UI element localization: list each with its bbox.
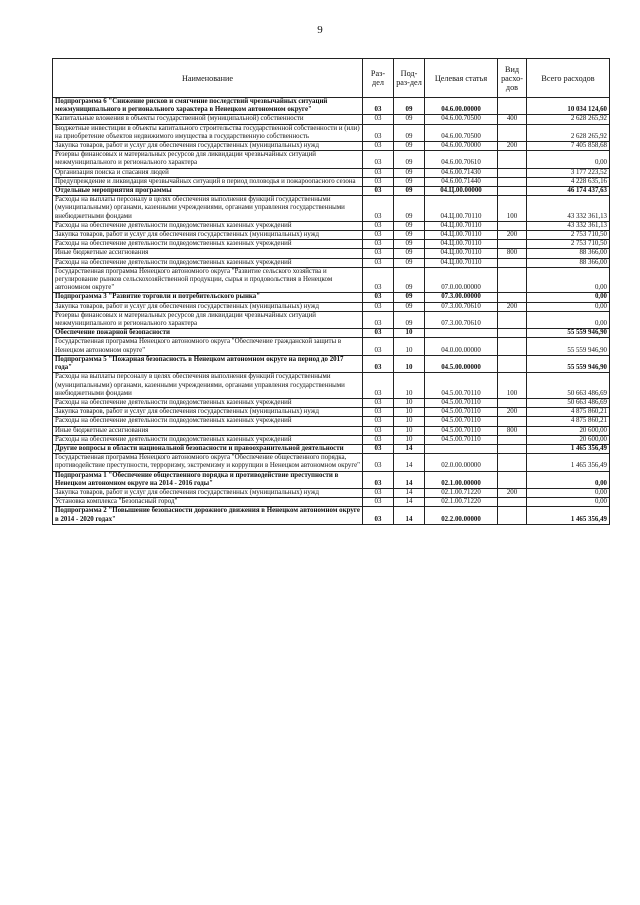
row-name-cell: Подпрограмма 3 "Развитие торговли и потребительского рынка"	[53, 293, 363, 302]
row-section-cell: 03	[363, 311, 394, 328]
row-total-cell: 3 177 223,52	[527, 168, 610, 177]
row-target-cell: 02.2.00.00000	[425, 507, 498, 524]
row-name-cell: Иные бюджетные ассигнования	[53, 426, 363, 435]
row-name-cell: Отдельные мероприятия программы	[53, 187, 363, 196]
row-subsection-cell: 09	[394, 151, 425, 168]
row-section-cell: 03	[363, 426, 394, 435]
row-subsection-cell: 10	[394, 355, 425, 372]
row-type-cell	[498, 435, 527, 444]
row-type-cell	[498, 267, 527, 293]
row-name-cell: Государственная программа Ненецкого автономного округа "Развитие сельского хозяйства и регулирование рынков сельскохозяйственной продукции, сырья и продовольствия в Ненецком автономном округе"	[53, 267, 363, 293]
row-target-cell: 04.Ц.00.00000	[425, 187, 498, 196]
row-section-cell: 03	[363, 267, 394, 293]
row-name-cell: Подпрограмма 6 "Снижение рисков и смягчение последствий чрезвычайных ситуаций межмуниципального и регионального характера в Ненецком автономном округе"	[53, 98, 363, 115]
header-target: Целевая статья	[425, 59, 498, 98]
row-target-cell: 07.3.00.70610	[425, 311, 498, 328]
table-row	[53, 329, 610, 338]
row-target-cell: 04.Ц.00.70110	[425, 240, 498, 249]
table-row	[53, 471, 610, 488]
row-subsection-cell: 14	[394, 498, 425, 507]
row-subsection-cell: 14	[394, 471, 425, 488]
header-name: Наименование	[53, 59, 363, 98]
row-name-cell: Расходы на обеспечение деятельности подведомственных казенных учреждений	[53, 435, 363, 444]
row-total-cell: 0,00	[527, 471, 610, 488]
row-total-cell: 0,00	[527, 267, 610, 293]
table-row	[53, 373, 610, 399]
row-target-cell: 04.6.00.70610	[425, 151, 498, 168]
row-total-cell: 0,00	[527, 302, 610, 311]
row-type-cell: 800	[498, 426, 527, 435]
row-section-cell: 03	[363, 488, 394, 497]
table-row	[53, 231, 610, 240]
row-total-cell: 1 465 356,49	[527, 444, 610, 453]
row-type-cell	[498, 177, 527, 186]
row-section-cell: 03	[363, 471, 394, 488]
row-total-cell: 46 174 437,63	[527, 187, 610, 196]
row-total-cell: 7 405 858,68	[527, 142, 610, 151]
table-row	[53, 311, 610, 328]
row-section-cell: 03	[363, 355, 394, 372]
table-row	[53, 142, 610, 151]
row-total-cell: 50 663 486,69	[527, 398, 610, 407]
table-row	[53, 338, 610, 355]
row-section-cell: 03	[363, 373, 394, 399]
row-total-cell: 0,00	[527, 498, 610, 507]
row-target-cell: 04.5.00.70110	[425, 408, 498, 417]
header-total: Всего расходов	[527, 59, 610, 98]
row-subsection-cell: 10	[394, 373, 425, 399]
row-total-cell: 0,00	[527, 311, 610, 328]
row-type-cell	[498, 507, 527, 524]
row-subsection-cell: 09	[394, 124, 425, 141]
table-row	[53, 293, 610, 302]
row-subsection-cell: 09	[394, 142, 425, 151]
table-row	[53, 98, 610, 115]
row-total-cell: 43 332 361,13	[527, 221, 610, 230]
row-section-cell: 03	[363, 231, 394, 240]
page-number: 9	[317, 24, 323, 36]
row-section-cell: 03	[363, 115, 394, 124]
row-type-cell	[498, 355, 527, 372]
table-row	[53, 444, 610, 453]
table-row	[53, 302, 610, 311]
row-type-cell	[498, 124, 527, 141]
row-type-cell	[498, 417, 527, 426]
row-name-cell: Закупка товаров, работ и услуг для обеспечения государственных (муниципальных) нужд	[53, 231, 363, 240]
table-row	[53, 355, 610, 372]
row-name-cell: Установка комплекса "Безопасный город"	[53, 498, 363, 507]
row-type-cell: 100	[498, 196, 527, 222]
row-target-cell: 04.5.00.70110	[425, 373, 498, 399]
expenditure-table	[52, 58, 610, 525]
row-subsection-cell: 14	[394, 488, 425, 497]
row-name-cell: Капитальные вложения в объекты государственной (муниципальной) собственности	[53, 115, 363, 124]
row-name-cell: Расходы на обеспечение деятельности подведомственных казенных учреждений	[53, 398, 363, 407]
row-total-cell: 55 559 946,90	[527, 329, 610, 338]
table-row	[53, 435, 610, 444]
table-row	[53, 417, 610, 426]
row-subsection-cell: 09	[394, 187, 425, 196]
row-subsection-cell: 10	[394, 417, 425, 426]
row-type-cell: 200	[498, 488, 527, 497]
table-row	[53, 398, 610, 407]
row-subsection-cell: 09	[394, 221, 425, 230]
row-total-cell: 55 559 946,90	[527, 355, 610, 372]
row-total-cell: 88 366,00	[527, 258, 610, 267]
table-row	[53, 124, 610, 141]
row-subsection-cell: 09	[394, 240, 425, 249]
row-section-cell: 03	[363, 398, 394, 407]
row-subsection-cell: 09	[394, 231, 425, 240]
row-subsection-cell: 09	[394, 177, 425, 186]
table-header-row	[53, 59, 610, 98]
row-total-cell: 88 366,00	[527, 249, 610, 258]
row-section-cell: 03	[363, 196, 394, 222]
row-subsection-cell: 10	[394, 408, 425, 417]
table-row	[53, 240, 610, 249]
header-section: Раз-дел	[363, 59, 394, 98]
table-row	[53, 267, 610, 293]
row-type-cell	[498, 338, 527, 355]
row-type-cell	[498, 151, 527, 168]
row-name-cell: Обеспечение пожарной безопасности	[53, 329, 363, 338]
row-type-cell	[498, 187, 527, 196]
row-subsection-cell: 09	[394, 311, 425, 328]
row-total-cell: 2 753 710,50	[527, 240, 610, 249]
row-total-cell: 0,00	[527, 293, 610, 302]
row-subsection-cell: 10	[394, 435, 425, 444]
row-section-cell: 03	[363, 177, 394, 186]
row-target-cell: 04.6.00.70500	[425, 115, 498, 124]
table-row	[53, 507, 610, 524]
row-target-cell: 04.5.00.70110	[425, 426, 498, 435]
row-name-cell: Резервы финансовых и материальных ресурсов для ликвидации чрезвычайных ситуаций межмуниципального и регионального характера	[53, 151, 363, 168]
row-subsection-cell: 14	[394, 454, 425, 471]
row-total-cell: 43 332 361,13	[527, 196, 610, 222]
row-type-cell: 200	[498, 408, 527, 417]
row-name-cell: Подпрограмма 1 "Обеспечение общественного порядка и противодействие преступности в Ненецком автономном округе на 2014 - 2016 годы"	[53, 471, 363, 488]
row-target-cell: 04.6.00.71440	[425, 177, 498, 186]
row-name-cell: Закупка товаров, работ и услуг для обеспечения государственных (муниципальных) нужд	[53, 142, 363, 151]
row-subsection-cell: 10	[394, 426, 425, 435]
row-name-cell: Бюджетные инвестиции в объекты капитального строительства государственной собственности и (или) на приобретение объектов недвижимого имущества в государственную собственность	[53, 124, 363, 141]
row-target-cell: 04.6.00.70000	[425, 142, 498, 151]
table-row	[53, 115, 610, 124]
table-row	[53, 454, 610, 471]
row-subsection-cell: 09	[394, 249, 425, 258]
row-section-cell: 03	[363, 507, 394, 524]
row-subsection-cell: 09	[394, 293, 425, 302]
row-type-cell	[498, 293, 527, 302]
row-type-cell: 200	[498, 142, 527, 151]
row-section-cell: 03	[363, 454, 394, 471]
row-target-cell: 04.Ц.00.70110	[425, 249, 498, 258]
table-row	[53, 177, 610, 186]
row-name-cell: Расходы на выплаты персоналу в целях обеспечения выполнения функций государственными (муниципальными) органами, казенными учреждениями, органами управления государственными внебюджетными фондами	[53, 373, 363, 399]
row-section-cell: 03	[363, 329, 394, 338]
row-subsection-cell: 09	[394, 115, 425, 124]
row-target-cell: 04.5.00.00000	[425, 355, 498, 372]
row-total-cell: 50 663 486,69	[527, 373, 610, 399]
row-total-cell: 2 628 265,92	[527, 115, 610, 124]
row-type-cell	[498, 471, 527, 488]
row-target-cell: 04.Ц.00.70110	[425, 221, 498, 230]
row-subsection-cell: 10	[394, 398, 425, 407]
row-type-cell	[498, 329, 527, 338]
row-section-cell: 03	[363, 293, 394, 302]
row-type-cell: 800	[498, 249, 527, 258]
row-subsection-cell: 09	[394, 302, 425, 311]
row-type-cell	[498, 258, 527, 267]
row-type-cell: 100	[498, 373, 527, 399]
row-target-cell: 04.Ц.00.70110	[425, 231, 498, 240]
row-type-cell: 400	[498, 115, 527, 124]
row-target-cell: 02.0.00.00000	[425, 454, 498, 471]
table-row	[53, 408, 610, 417]
row-total-cell: 1 465 356,49	[527, 507, 610, 524]
row-total-cell: 55 559 946,90	[527, 338, 610, 355]
row-section-cell: 03	[363, 498, 394, 507]
row-section-cell: 03	[363, 249, 394, 258]
table-row	[53, 498, 610, 507]
row-target-cell: 04.5.00.70110	[425, 435, 498, 444]
row-target-cell: 07.3.00.70610	[425, 302, 498, 311]
row-subsection-cell: 09	[394, 267, 425, 293]
row-section-cell: 03	[363, 444, 394, 453]
row-target-cell: 04.6.00.00000	[425, 98, 498, 115]
row-type-cell: 200	[498, 231, 527, 240]
row-type-cell	[498, 98, 527, 115]
row-target-cell: 04.5.00.70110	[425, 398, 498, 407]
row-section-cell: 03	[363, 338, 394, 355]
row-name-cell: Закупка товаров, работ и услуг для обеспечения государственных (муниципальных) нужд	[53, 488, 363, 497]
row-name-cell: Другие вопросы в области национальной безопасности и правоохранительной деятельности	[53, 444, 363, 453]
row-target-cell: 04.5.00.70110	[425, 417, 498, 426]
row-total-cell: 4 228 635,16	[527, 177, 610, 186]
row-type-cell	[498, 398, 527, 407]
row-name-cell: Закупка товаров, работ и услуг для обеспечения государственных (муниципальных) нужд	[53, 408, 363, 417]
row-name-cell: Расходы на обеспечение деятельности подведомственных казенных учреждений	[53, 221, 363, 230]
row-name-cell: Предупреждение и ликвидация чрезвычайных ситуаций в период половодья и пожароопасного сезона	[53, 177, 363, 186]
row-target-cell: 02.1.00.00000	[425, 471, 498, 488]
row-section-cell: 03	[363, 435, 394, 444]
row-subsection-cell: 14	[394, 444, 425, 453]
row-section-cell: 03	[363, 142, 394, 151]
table-row	[53, 151, 610, 168]
table-row	[53, 187, 610, 196]
table-row	[53, 249, 610, 258]
row-target-cell	[425, 329, 498, 338]
row-total-cell: 10 034 124,60	[527, 98, 610, 115]
row-target-cell: 04.Ц.00.70110	[425, 258, 498, 267]
row-type-cell	[498, 498, 527, 507]
row-target-cell: 04.0.00.00000	[425, 338, 498, 355]
table-row	[53, 168, 610, 177]
table-row	[53, 258, 610, 267]
row-name-cell: Подпрограмма 2 "Повышение безопасности дорожного движения в Ненецком автономном округе в 2014 - 2020 годах"	[53, 507, 363, 524]
row-name-cell: Иные бюджетные ассигнования	[53, 249, 363, 258]
row-name-cell: Расходы на обеспечение деятельности подведомственных казенных учреждений	[53, 258, 363, 267]
row-type-cell	[498, 221, 527, 230]
row-subsection-cell: 09	[394, 196, 425, 222]
row-section-cell: 03	[363, 221, 394, 230]
row-section-cell: 03	[363, 98, 394, 115]
row-subsection-cell: 09	[394, 168, 425, 177]
row-type-cell	[498, 240, 527, 249]
row-total-cell: 1 465 356,49	[527, 454, 610, 471]
row-total-cell: 2 753 710,50	[527, 231, 610, 240]
row-name-cell: Резервы финансовых и материальных ресурсов для ликвидации чрезвычайных ситуаций межмуниципального и регионального характера	[53, 311, 363, 328]
row-total-cell: 0,00	[527, 488, 610, 497]
row-total-cell: 0,00	[527, 151, 610, 168]
row-name-cell: Подпрограмма 5 "Пожарная безопасность в Ненецком автономном округе на период до 2017 года"	[53, 355, 363, 372]
row-target-cell: 02.1.00.71220	[425, 488, 498, 497]
table-row	[53, 221, 610, 230]
row-name-cell: Государственная программа Ненецкого автономного округа "Обеспечение гражданской защиты в Ненецком автономном округе"	[53, 338, 363, 355]
row-name-cell: Расходы на выплаты персоналу в целях обеспечения выполнения функций государственными (муниципальными) органами, казенными учреждениями, органами управления государственными внебюджетными фондами	[53, 196, 363, 222]
row-target-cell: 04.Ц.00.70110	[425, 196, 498, 222]
row-section-cell: 03	[363, 258, 394, 267]
row-subsection-cell: 14	[394, 507, 425, 524]
row-subsection-cell: 09	[394, 98, 425, 115]
row-target-cell: 07.0.00.00000	[425, 267, 498, 293]
row-type-cell	[498, 454, 527, 471]
row-section-cell: 03	[363, 417, 394, 426]
row-section-cell: 03	[363, 408, 394, 417]
row-name-cell: Закупка товаров, работ и услуг для обеспечения государственных (муниципальных) нужд	[53, 302, 363, 311]
row-type-cell	[498, 444, 527, 453]
header-subsection: Под-раз-дел	[394, 59, 425, 98]
row-name-cell: Организация поиска и спасания людей	[53, 168, 363, 177]
row-target-cell	[425, 444, 498, 453]
row-section-cell: 03	[363, 187, 394, 196]
row-target-cell: 02.1.00.71220	[425, 498, 498, 507]
row-total-cell: 2 628 265,92	[527, 124, 610, 141]
table-row	[53, 196, 610, 222]
row-subsection-cell: 10	[394, 329, 425, 338]
row-target-cell: 04.6.00.70500	[425, 124, 498, 141]
row-type-cell	[498, 168, 527, 177]
row-section-cell: 03	[363, 151, 394, 168]
row-total-cell: 4 875 860,21	[527, 417, 610, 426]
row-target-cell: 04.6.00.71430	[425, 168, 498, 177]
table-row	[53, 426, 610, 435]
table-row	[53, 488, 610, 497]
row-section-cell: 03	[363, 302, 394, 311]
header-expense-type: Вид расхо-дов	[498, 59, 527, 98]
row-name-cell: Расходы на обеспечение деятельности подведомственных казенных учреждений	[53, 240, 363, 249]
row-name-cell: Расходы на обеспечение деятельности подведомственных казенных учреждений	[53, 417, 363, 426]
row-subsection-cell: 09	[394, 258, 425, 267]
row-total-cell: 20 600,00	[527, 435, 610, 444]
row-total-cell: 4 875 860,21	[527, 408, 610, 417]
row-section-cell: 03	[363, 240, 394, 249]
row-section-cell: 03	[363, 168, 394, 177]
row-type-cell	[498, 311, 527, 328]
row-name-cell: Государственная программа Ненецкого автономного округа "Обеспечение общественного порядка, противодействие преступности, терроризму, экстремизму и коррупции в Ненецком автономном округе"	[53, 454, 363, 471]
row-section-cell: 03	[363, 124, 394, 141]
row-subsection-cell: 10	[394, 338, 425, 355]
row-total-cell: 20 600,00	[527, 426, 610, 435]
row-type-cell: 200	[498, 302, 527, 311]
row-target-cell: 07.3.00.00000	[425, 293, 498, 302]
